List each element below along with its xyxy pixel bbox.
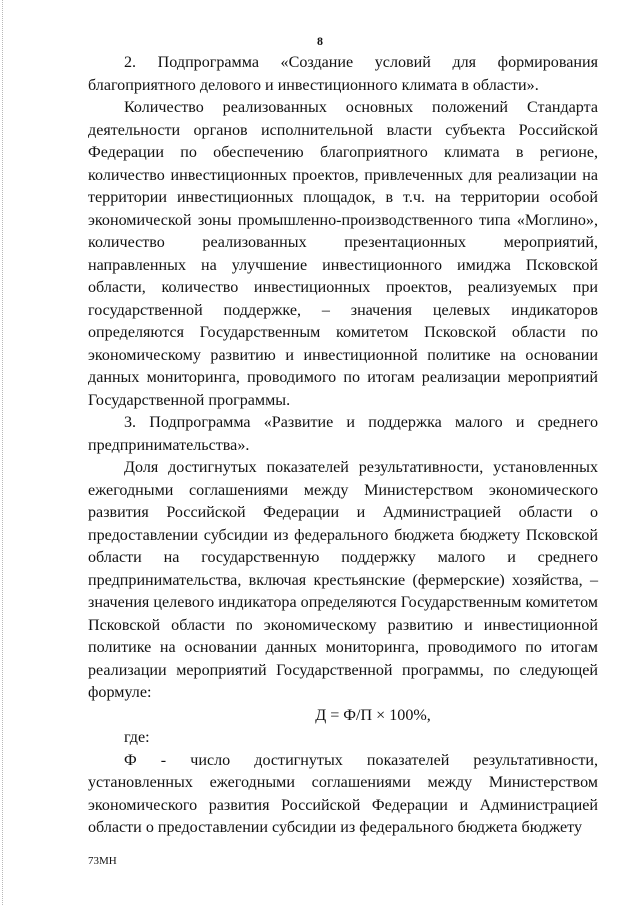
formula: Д = Ф/П × 100%,: [315, 706, 431, 724]
paragraph-subprogram-2-description: Количество реализованных основных положений Стандарта деятельности органов исполнительной власти субъекта Российской Федерации по обеспечению благоприятного климата в регионе, количество инвестиционных проектов, привлеченных для реализации на территории инвестиционных площадок, в т.ч. на территории особой экономической зоны промышленно-производственного типа «Моглино», количество реализованных презентационных мероприятий, направленных на улучшение инвестиционного имиджа Псковской области, количество инвестиционных проектов, реализуемых при государственной поддержке, – значения целевых индикаторов определяются Государственным комитетом Псковской области по экономическому развитию и инвестиционной политике на основании данных мониторинга, проводимого по итогам реализации мероприятий Государственной программы.: [88, 99, 598, 409]
paragraph-subprogram-3-description: Доля достигнутых показателей результативности, установленных ежегодными соглашениями между Министерством экономического развития Российской Федерации и Администрацией области о предоставлении субсидии из федерального бюджета бюджету Псковской области на государственную поддержку малого и среднего предпринимательства, включая крестьянские (фермерские) хозяйства, – значения целевого индикатора определяются Государственным комитетом Псковской области по экономическому развитию и инвестиционной политике на основании данных мониторинга, проводимого по итогам реализации мероприятий Государственной программы, по следующей формуле:: [88, 459, 598, 701]
page-left-edge-line: [2, 0, 4, 905]
document-body: [88, 52, 598, 840]
where-label: где:: [124, 729, 150, 746]
paragraph-subprogram-2-title: 2. Подпрограмма «Создание условий для формирования благоприятного делового и инвестиционного климата в области».: [88, 54, 598, 94]
paragraph-subprogram-3-title: 3. Подпрограмма «Развитие и поддержка малого и среднего предпринимательства».: [88, 414, 598, 454]
footer-document-code: 73МН: [88, 855, 117, 867]
page-number: 8: [317, 34, 323, 48]
formula-definition-f: Ф - число достигнутых показателей результативности, установленных ежегодными соглашениями между Министерством экономического развития Российской Федерации и Администрацией области о предоставлении субсидии из федерального бюджета бюджету: [88, 751, 598, 836]
